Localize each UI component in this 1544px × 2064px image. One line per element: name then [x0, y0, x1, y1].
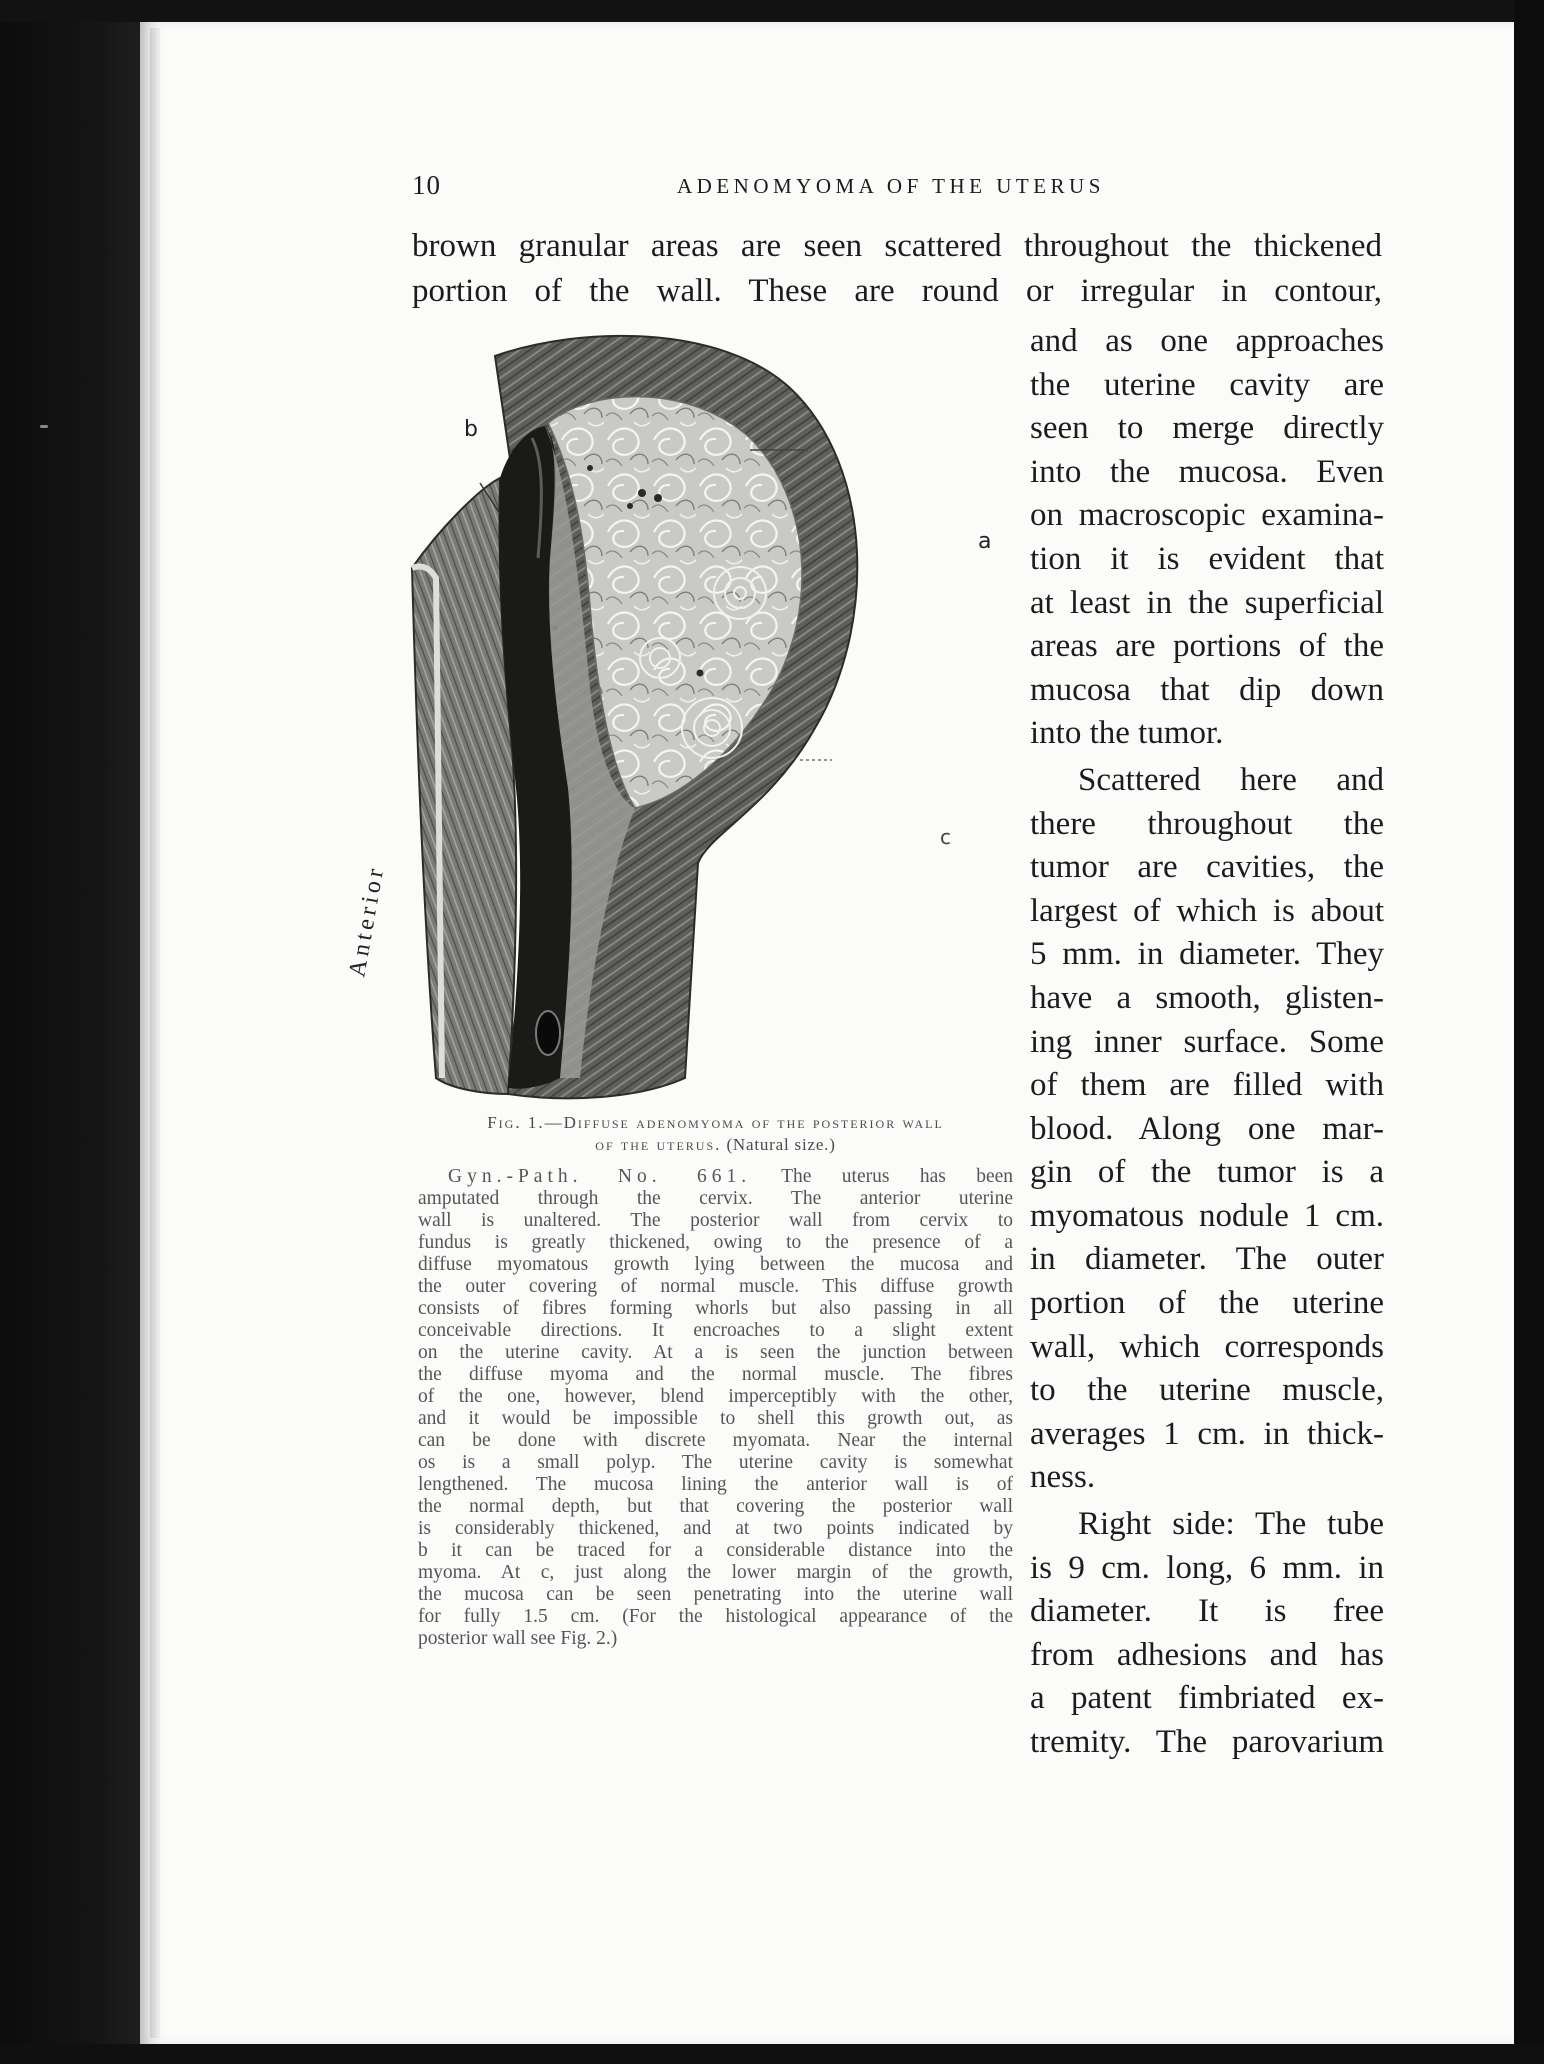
desc-line: and it would be impossible to shell this growth out, as: [418, 1408, 1013, 1429]
desc-line: consists of fibres forming whorls but also passing in all: [418, 1298, 1013, 1319]
text-line: to the uterine muscle,: [1030, 1372, 1384, 1409]
text-line: into the tumor.: [1030, 715, 1224, 752]
caption-title-cont: of the uterus.: [595, 1135, 722, 1154]
text-line: wall, which corresponds: [1030, 1328, 1384, 1365]
desc-line: is considerably thickened, and at two points indicated by: [418, 1518, 1013, 1539]
text-line: mucosa that dip down: [1030, 671, 1384, 708]
desc-line: for fully 1.5 cm. (For the histological appearance of the: [418, 1606, 1013, 1627]
text-line: portion of the uterine: [1030, 1285, 1384, 1322]
text-line: areas are portions of the: [1030, 628, 1384, 665]
text-line: brown granular areas are seen scattered throughout the thickened: [412, 228, 1382, 264]
desc-line: amputated through the cervix. The anterior uterine: [418, 1188, 1013, 1209]
text-line: at least in the superficial: [1030, 584, 1384, 621]
text-line: the uterine cavity are: [1030, 366, 1384, 403]
text-line: blood. Along one mar-: [1030, 1110, 1384, 1147]
label-a: a: [978, 529, 992, 554]
page-number: 10: [412, 170, 441, 200]
label-anterior: Anterior: [344, 862, 390, 980]
desc-line: [418, 1166, 1013, 1188]
desc-line: the outer covering of normal muscle. This diffuse growth: [418, 1276, 1013, 1297]
paragraph-start: Right side: The tube: [1078, 1506, 1384, 1543]
desc-line: lengthened. The mucosa lining the anterior wall is of: [418, 1474, 1013, 1495]
desc-line: the diffuse myoma and the normal muscle. The fibres: [418, 1364, 1013, 1385]
text-line: tremity. The parovarium: [1030, 1724, 1384, 1760]
text-line: seen to merge directly: [1030, 410, 1384, 447]
desc-line: diffuse myomatous growth lying between the mucosa and: [418, 1254, 1013, 1275]
figure-description: [418, 1166, 1013, 1650]
desc-line: b it can be traced for a considerable distance into the: [418, 1540, 1013, 1561]
desc-line: the mucosa can be seen penetrating into the uterine wall: [418, 1584, 1013, 1605]
text-line: 5 mm. in diameter. They: [1030, 936, 1384, 973]
text-line: on macroscopic examina-: [1030, 497, 1384, 534]
text-line: have a smooth, glisten-: [1030, 979, 1384, 1016]
text-line: in diameter. The outer: [1030, 1241, 1384, 1278]
caption-title: Fig. 1.—Diffuse adenomyoma of the posterior wall: [487, 1113, 944, 1132]
text-line: tion it is evident that: [1030, 540, 1384, 577]
text-line: into the mucosa. Even: [1030, 453, 1384, 490]
desc-line: myoma. At c, just along the lower margin of the growth,: [418, 1562, 1013, 1583]
text-line: and as one approaches: [1030, 323, 1384, 359]
page-header: [412, 170, 1392, 210]
text-line: there throughout the: [1030, 805, 1384, 842]
text-line: largest of which is about: [1030, 892, 1384, 929]
scanner-margin-right: [1514, 0, 1544, 2064]
specimen-number: Gyn.-Path. No. 661.: [448, 1166, 752, 1187]
desc-line: of the one, however, blend imperceptibly with the other,: [418, 1386, 1013, 1407]
running-title: ADENOMYOMA OF THE UTERUS: [677, 174, 1105, 198]
desc-line: os is a small polyp. The uterine cavity is somewhat: [418, 1452, 1013, 1473]
text-line: diameter. It is free: [1030, 1593, 1384, 1630]
text-line: of them are filled with: [1030, 1067, 1384, 1104]
text-line: myomatous nodule 1 cm.: [1030, 1197, 1384, 1234]
uterus-illustration: [344, 328, 1020, 1098]
desc-line: conceivable directions. It encroaches to a slight extent: [418, 1320, 1013, 1341]
label-c: c: [940, 825, 951, 849]
text-line: a patent fimbriated ex-: [1030, 1680, 1384, 1717]
desc-line: posterior wall see Fig. 2.): [418, 1628, 618, 1649]
label-b: b: [464, 417, 478, 442]
text-line: gin of the tumor is a: [1030, 1154, 1384, 1191]
desc-line: can be done with discrete myomata. Near the internal: [418, 1430, 1013, 1451]
caption-size-note: (Natural size.): [726, 1135, 836, 1154]
text-line: portion of the wall. These are round or irregular in contour,: [412, 273, 1382, 309]
text-line: is 9 cm. long, 6 mm. in: [1030, 1549, 1384, 1586]
body-text-column: [1030, 320, 1384, 1765]
text-line: from adhesions and has: [1030, 1636, 1384, 1673]
figure-caption: [418, 1112, 1013, 1156]
page-gutter-shadow: [150, 28, 160, 2038]
text-line: tumor are cavities, the: [1030, 849, 1384, 886]
text-line: ing inner surface. Some: [1030, 1023, 1384, 1060]
scanner-margin-top: [0, 0, 1544, 22]
paragraph-start: Scattered here and: [1078, 761, 1384, 798]
desc-line-text: The uterus has been: [781, 1166, 1014, 1187]
desc-line: the normal depth, but that covering the posterior wall: [418, 1496, 1013, 1517]
dust-speck: [40, 425, 48, 428]
text-line: averages 1 cm. in thick-: [1030, 1415, 1384, 1452]
desc-line: on the uterine cavity. At a is seen the junction between: [418, 1342, 1013, 1363]
text-line: ness.: [1030, 1459, 1096, 1496]
desc-line: fundus is greatly thickened, owing to the presence of a: [418, 1232, 1013, 1253]
scanner-margin-bottom: [0, 2044, 1544, 2064]
scanner-margin-left: [0, 0, 140, 2064]
desc-line: wall is unaltered. The posterior wall from cervix to: [418, 1210, 1013, 1231]
